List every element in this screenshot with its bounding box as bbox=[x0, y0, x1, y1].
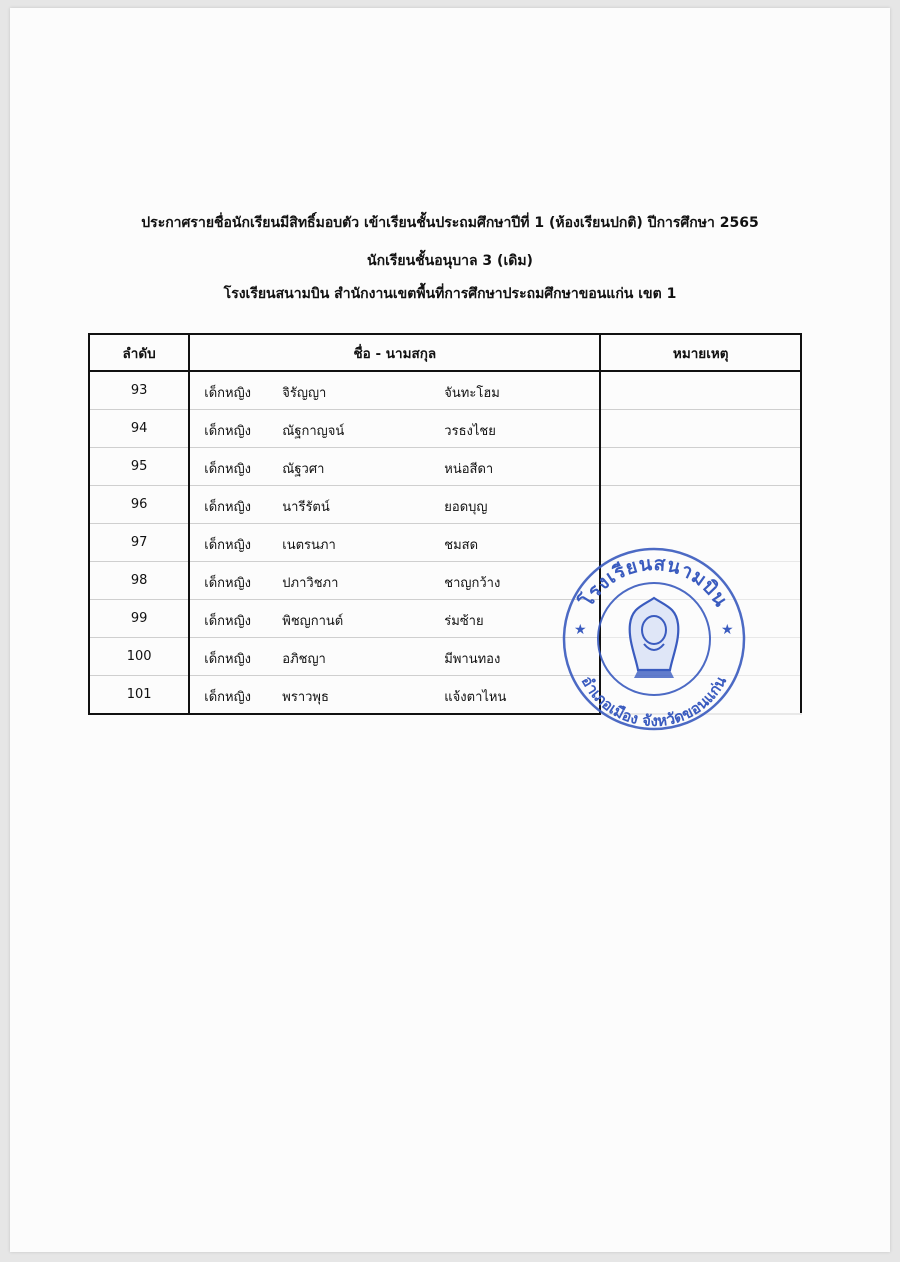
header-name: ชื่อ - นามสกุล bbox=[189, 334, 600, 371]
table-row bbox=[89, 676, 801, 715]
row-note bbox=[600, 676, 801, 715]
last-name: ชาญกว้าง bbox=[444, 576, 501, 591]
row-number: 98 bbox=[89, 562, 189, 600]
student-roster-table bbox=[88, 333, 802, 715]
school-office-line: โรงเรียนสนามบิน สำนักงานเขตพื้นที่การศึกษาประถมศึกษาขอนแก่น เขต 1 bbox=[223, 286, 677, 302]
name-prefix: เด็กหญิง bbox=[204, 424, 252, 439]
table-row bbox=[89, 371, 801, 410]
last-name: มีพานทอง bbox=[444, 652, 501, 667]
table-row bbox=[89, 448, 801, 486]
row-note bbox=[600, 524, 801, 562]
last-name: หน่อสีดา bbox=[444, 462, 494, 477]
first-name: ปภาวิชภา bbox=[282, 576, 339, 591]
table-row bbox=[89, 562, 801, 600]
row-number: 97 bbox=[89, 524, 189, 562]
table-row bbox=[89, 638, 801, 676]
first-name: ณัฐกาญจน์ bbox=[282, 424, 345, 439]
last-name: ชมสด bbox=[444, 538, 479, 553]
table-row bbox=[89, 524, 801, 562]
row-number: 96 bbox=[89, 486, 189, 524]
row-note bbox=[600, 486, 801, 524]
last-name: วรธงไชย bbox=[444, 424, 496, 439]
row-number: 94 bbox=[89, 410, 189, 448]
row-number: 99 bbox=[89, 600, 189, 638]
row-number: 100 bbox=[89, 638, 189, 676]
last-name: ยอดบุญ bbox=[444, 500, 488, 515]
first-name: นารีรัตน์ bbox=[282, 500, 330, 515]
last-name: ร่มซ้าย bbox=[444, 614, 484, 629]
name-prefix: เด็กหญิง bbox=[204, 576, 252, 591]
announcement-title: ประกาศรายชื่อนักเรียนมีสิทธิ์มอบตัว เข้าเรียนชั้นประถมศึกษาปีที่ 1 (ห้องเรียนปกติ) ปีการศึกษา 2565 bbox=[141, 215, 759, 231]
name-prefix: เด็กหญิง bbox=[204, 614, 252, 629]
name-prefix: เด็กหญิง bbox=[204, 538, 252, 553]
last-name: จันทะโฮม bbox=[444, 386, 500, 401]
header-no: ลำดับ bbox=[89, 334, 189, 371]
table-row bbox=[89, 600, 801, 638]
name-prefix: เด็กหญิง bbox=[204, 386, 252, 401]
last-name: แจ้งตาไหน bbox=[444, 690, 507, 705]
name-prefix: เด็กหญิง bbox=[204, 462, 252, 477]
first-name: เนตรนภา bbox=[282, 538, 336, 553]
row-note bbox=[600, 371, 801, 410]
name-prefix: เด็กหญิง bbox=[204, 500, 252, 515]
row-note bbox=[600, 562, 801, 600]
table-header-row bbox=[89, 334, 801, 371]
first-name: อภิชญา bbox=[282, 652, 326, 667]
first-name: จิรัญญา bbox=[282, 386, 327, 401]
row-number: 101 bbox=[89, 676, 189, 715]
row-number: 93 bbox=[89, 371, 189, 410]
star-icon: ★ bbox=[721, 622, 734, 638]
stamp-bottom-text: อำเภอเมือง จังหวัดขอนแก่น bbox=[577, 672, 731, 731]
name-prefix: เด็กหญิง bbox=[204, 690, 252, 705]
name-prefix: เด็กหญิง bbox=[204, 652, 252, 667]
first-name: ณัฐวศา bbox=[282, 462, 325, 477]
star-icon: ★ bbox=[574, 622, 587, 638]
stamp-top-text: โรงเรียนสนามบิน bbox=[575, 552, 733, 612]
first-name: พราวพุธ bbox=[282, 690, 329, 705]
row-note bbox=[600, 638, 801, 676]
table-row bbox=[89, 486, 801, 524]
row-note bbox=[600, 410, 801, 448]
header-note: หมายเหตุ bbox=[600, 334, 801, 371]
announcement-subtitle: นักเรียนชั้นอนุบาล 3 (เดิม) bbox=[367, 253, 533, 269]
row-note bbox=[600, 448, 801, 486]
first-name: พิชญกานต์ bbox=[282, 614, 344, 629]
row-number: 95 bbox=[89, 448, 189, 486]
table-row bbox=[89, 410, 801, 448]
row-note bbox=[600, 600, 801, 638]
